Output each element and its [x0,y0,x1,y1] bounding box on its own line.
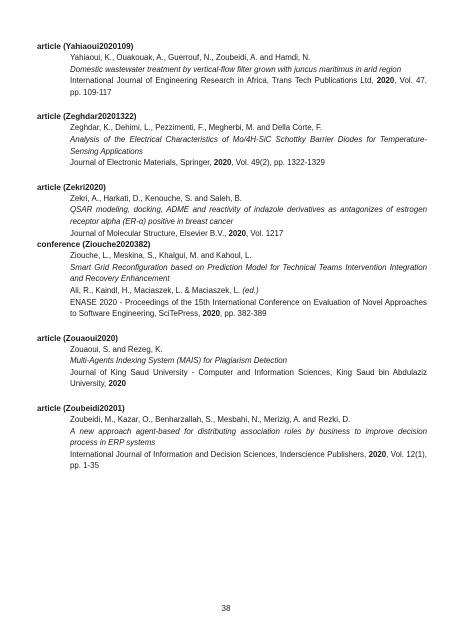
venue-text: International Journal of Engineering Research in Africa, Trans Tech Publications Ltd, [70,76,377,86]
venue-tail: , Vol. 47, pp. 109-117 [70,76,427,97]
entry-year: 2020 [228,228,247,238]
entry-title: A new approach agent-based for distributing association rules by business to improve decision process in ERP systems [70,426,427,448]
entry-title: Domestic wastewater treatment by vertical-flow filter grown with juncus maritimus in arid region [70,64,402,74]
entry-year: 2020 [202,309,221,319]
entry-body [70,193,427,239]
entry-body [70,414,427,472]
entry-year: 2020 [108,379,126,389]
venue-text: ENASE 2020 - Proceedings of the 15th International Conference on Evaluation of Novel Approaches to Software Engineering, SciTePress, [70,297,427,319]
entry-authors: Ziouche, L., Meskina, S., Khalgui, M. and Kahoul, L. [70,251,252,261]
entry-venue [70,75,427,98]
entry-authors: Zekri, A., Harkati, D., Kenouche, S. and Saleh, B. [70,193,242,203]
entry-year: 2020 [368,449,387,459]
bib-entry [37,182,427,239]
venue-tail: , Vol. 1217 [246,228,284,238]
bib-entry [37,239,427,320]
entry-heading: conference (Ziouche2020382) [37,240,151,250]
entry-editors [70,285,427,297]
venue-text: Journal of Molecular Structure, Elsevier B.V., [70,228,229,238]
editors-names: Ali, R., Kaindl, H., Maciaszek, L. & Maciaszek, L. [70,285,243,295]
entry-heading: article (Zoubeidi20201) [37,404,125,414]
bibliography-list [37,41,427,485]
venue-text: Journal of Electronic Materials, Springer, [70,158,214,168]
entry-venue [70,367,427,390]
entry-heading: article (Yahiaoui2020109) [37,42,134,51]
bib-entry [37,333,427,390]
venue-tail: , Vol. 12(1), pp. 1-35 [70,449,427,471]
entry-year: 2020 [213,158,232,168]
venue-text: International Journal of Information and Decision Sciences, Inderscience Publishers, [70,449,369,459]
bib-entry [37,111,427,168]
entry-heading: article (Zouaoui2020) [37,333,118,343]
entry-venue [70,157,427,169]
venue-text: Journal of King Saud University - Computer and Information Sciences, King Saud bin Abdulaziz University, [70,367,427,389]
venue-tail: , Vol. 49(2), pp. 1322-1329 [231,158,325,168]
entry-authors: Zoubeidi, M., Kazar, O., Benharzallah, S., Mesbahi, N., Merizig, A. and Rezki, D. [70,415,351,425]
entry-title: QSAR modeling, docking, ADME and reactivity of indazole derivatives as antagonizes of estrogen receptor alpha (ER-α) positive in breast cancer [70,205,427,226]
entry-heading: article (Zeghdar20201322) [37,112,137,122]
entry-body [70,344,427,390]
entry-title: Multi-Agents Indexing System (MAIS) for Plagiarism Detection [70,356,288,366]
entry-venue [70,228,427,240]
entry-year: 2020 [376,76,395,86]
entry-body [70,52,427,98]
venue-tail: , pp. 382-389 [220,309,267,319]
entry-authors: Zouaoui, S. and Rezeg, K. [70,344,163,354]
entry-heading: article (Zekri2020) [37,182,106,192]
entry-authors: Zeghdar, K., Dehimi, L., Pezzimenti, F., Megherbi, M. and Della Corte, F. [70,123,323,133]
editors-tag: (ed.) [242,285,259,295]
bib-entry [37,403,427,472]
entry-body [70,250,427,320]
entry-venue [70,297,427,320]
entry-body [70,122,427,168]
bib-entry [37,41,427,98]
entry-venue [70,449,427,472]
entry-authors: Yahiaoui, K., Ouakouak, A., Guerrouf, N., Zoubeidi, A. and Hamdi, N. [70,53,311,62]
entry-title: Smart Grid Reconfiguration based on Prediction Model for Technical Teams Intervention Integration and Recovery Enhancement [70,262,427,284]
entry-title: Analysis of the Electrical Characteristics of Mo/4H-SiC Schottky Barrier Diodes for Temperature-Sensing Applications [70,134,427,156]
page-number: 38 [221,604,231,613]
